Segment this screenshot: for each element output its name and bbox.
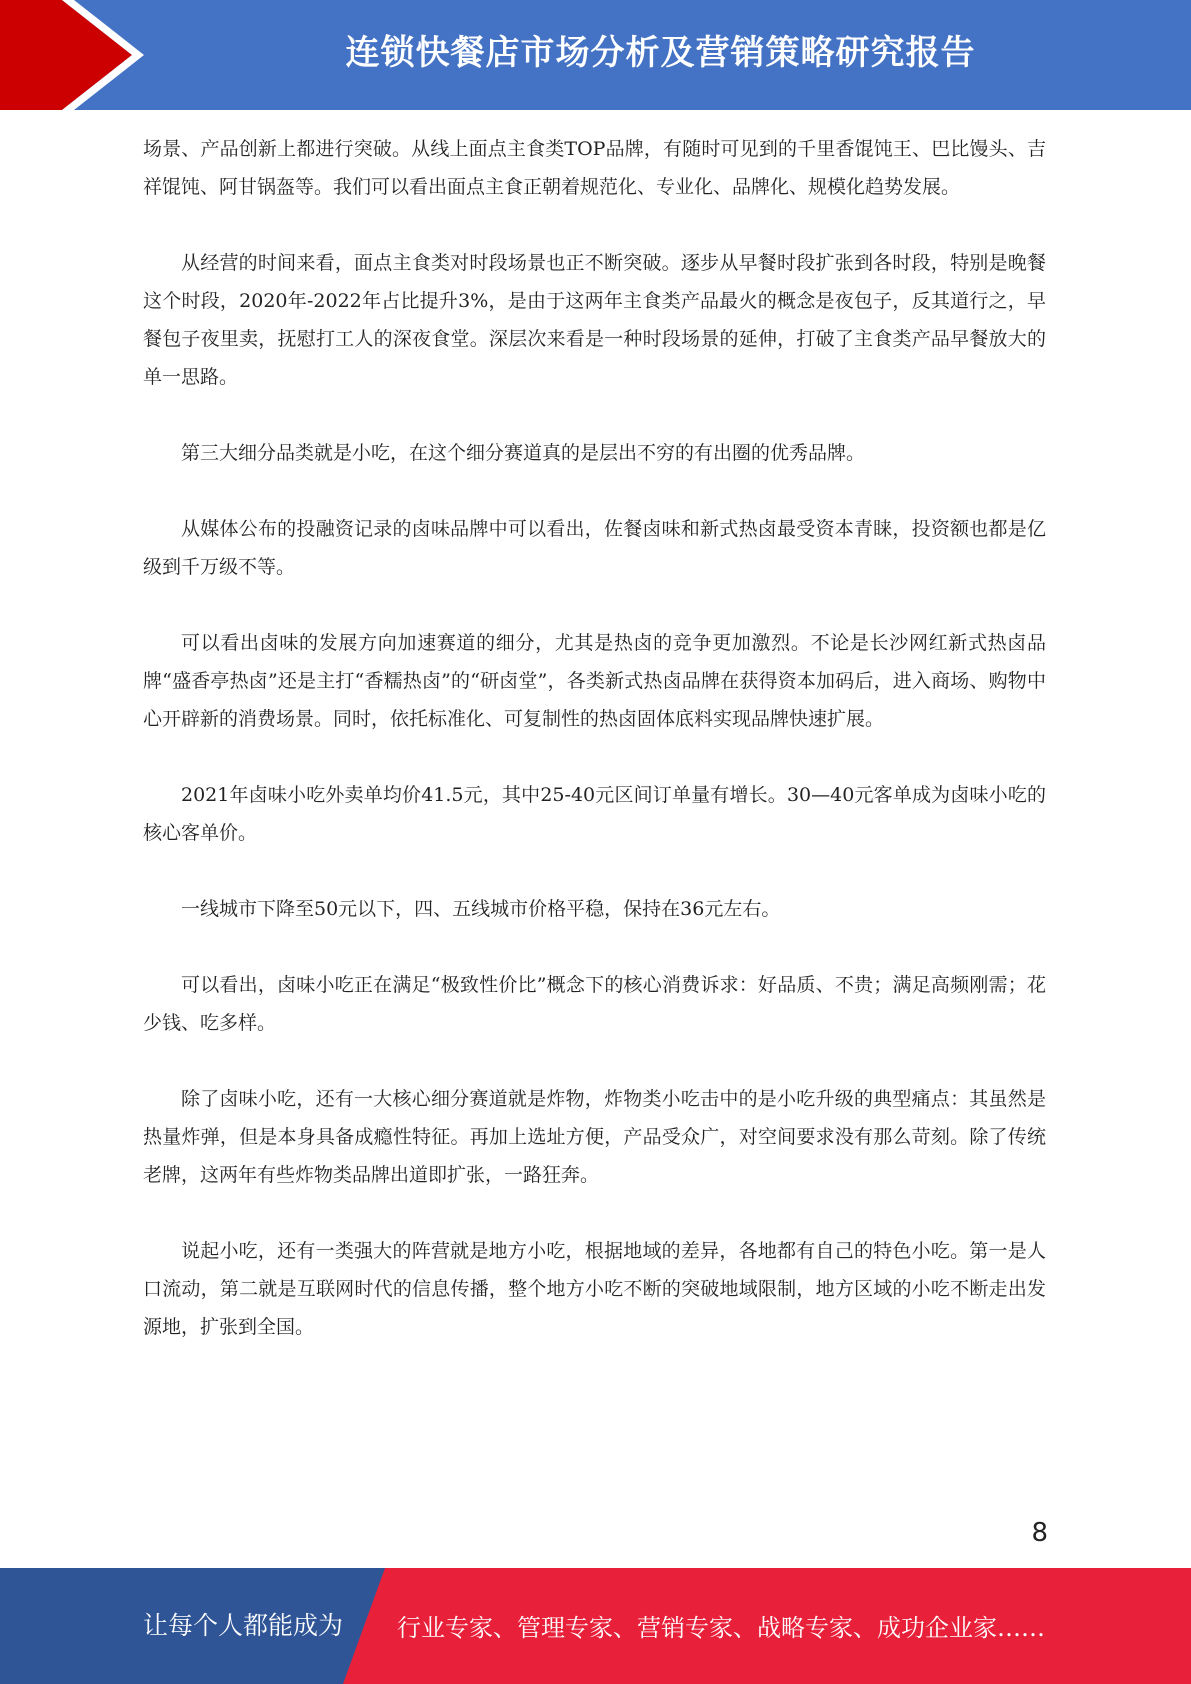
- paragraph: 2021年卤味小吃外卖单均价41.5元，其中25-40元区间订单量有增长。30—40元客单成为卤味小吃的核心客单价。: [143, 784, 1046, 844]
- page-footer: [0, 1568, 1191, 1684]
- paragraph: 从媒体公布的投融资记录的卤味品牌中可以看出，佐餐卤味和新式热卤最受资本青睐，投资额也都是亿级到千万级不等。: [143, 518, 1046, 578]
- report-title: 连锁快餐店市场分析及营销策略研究报告: [345, 33, 976, 73]
- paragraph: 除了卤味小吃，还有一大核心细分赛道就是炸物，炸物类小吃击中的是小吃升级的典型痛点：其虽然是热量炸弹，但是本身具备成瘾性特征。再加上选址方便，产品受众广，对空间要求没有那么苛刻。除了传统老牌，这两年有些炸物类品牌出道即扩张，一路狂奔。: [143, 1088, 1046, 1186]
- paragraph: 可以看出，卤味小吃正在满足“极致性价比”概念下的核心消费诉求：好品质、不贵；满足高频刚需；花少钱、吃多样。: [143, 974, 1046, 1034]
- paragraph: 第三大细分品类就是小吃，在这个细分赛道真的是层出不穷的有出圈的优秀品牌。: [181, 442, 866, 464]
- page-number: 8: [1031, 1518, 1048, 1548]
- paragraph: 一线城市下降至50元以下，四、五线城市价格平稳，保持在36元左右。: [181, 898, 781, 920]
- paragraph: 可以看出卤味的发展方向加速赛道的细分，尤其是热卤的竞争更加激烈。不论是长沙网红新式热卤品牌“盛香亭热卤”还是主打“香糯热卤”的“研卤堂”，各类新式热卤品牌在获得资本加码后，进入商场、购物中心开辟新的消费场景。同时，依托标准化、可复制性的热卤固体底料实现品牌快速扩展。: [143, 632, 1046, 730]
- footer-slogan-left: 让每个人都能成为: [143, 1611, 344, 1640]
- body-text: [143, 130, 1046, 1384]
- paragraph: 从经营的时间来看，面点主食类对时段场景也正不断突破。逐步从早餐时段扩张到各时段，特别是晚餐这个时段，2020年-2022年占比提升3%，是由于这两年主食类产品最火的概念是夜包子，反其道行之，早餐包子夜里卖，抚慰打工人的深夜食堂。深层次来看是一种时段场景的延伸，打破了主食类产品早餐放大的单一思路。: [143, 252, 1046, 388]
- page-header: [0, 0, 1191, 110]
- footer-slogan-right: 行业专家、管理专家、营销专家、战略专家、成功企业家……: [397, 1614, 1045, 1642]
- paragraph: 说起小吃，还有一类强大的阵营就是地方小吃，根据地域的差异，各地都有自己的特色小吃。第一是人口流动，第二就是互联网时代的信息传播，整个地方小吃不断的突破地域限制，地方区域的小吃不断走出发源地，扩张到全国。: [143, 1240, 1046, 1338]
- paragraph: 场景、产品创新上都进行突破。从线上面点主食类TOP品牌，有随时可见到的千里香馄饨王、巴比馒头、吉祥馄饨、阿甘锅盔等。我们可以看出面点主食正朝着规范化、专业化、品牌化、规模化趋势发展。: [143, 138, 1046, 198]
